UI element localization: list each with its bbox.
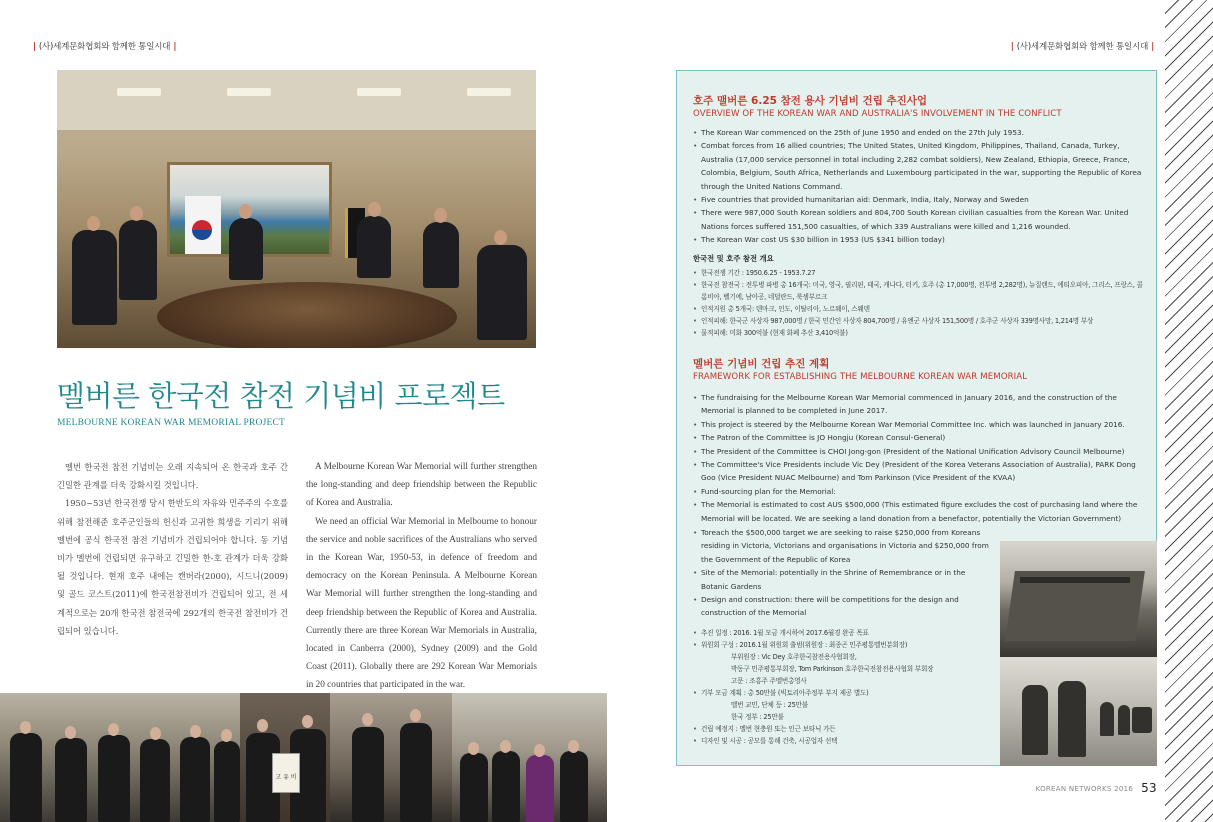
header-left-text: (사)세계문화협회와 함께한 통일시대: [38, 42, 171, 52]
list-item: • 인적피해: 한국군 사상자 987,000명 / 한국 민간인 사상자 804,700명 / 유엔군 사상자 151,500명 / 호주군 사상자 339명사망, 1,214명 부상: [693, 315, 1143, 327]
round-table: [157, 282, 457, 348]
list-item: • Combat forces from 16 allied countries; The United States, United Kingdom, Philippines, Thailand, Canada, Turkey, Australia (17,000 service personnel in total including 2,282 combat soldiers), New Zealand, Ethiopia, Greece, France, Colombia, Belgium, South Africa, Netherlands and Luxembourg participated in the war, supporting the Republic of Korea through the United Nations Command.: [693, 139, 1143, 193]
meeting-photo: [57, 70, 536, 348]
list-item: • There were 987,000 South Korean soldiers and 804,700 South Korean civilian casualties from the Korean War. United Nations forces suffered 151,500 casualties, of which 339 Australians were killed and 1,216 wounded.: [693, 206, 1143, 233]
magazine-name: KOREAN NETWORKS 2016: [1035, 785, 1134, 793]
article-subtitle: MELBOURNE KOREAN WAR MEMORIAL PROJECT: [57, 418, 286, 428]
list-item: • 위원회 구성 : 2016.1월 위원회 출범(위원장 : 최종곤 민주평통멜번분회장): [693, 639, 995, 651]
person-seated: [477, 245, 527, 340]
overview-list: [693, 126, 1143, 247]
person-seated: [357, 216, 391, 278]
handshake-photo: [330, 693, 452, 822]
header-right-text: (사)세계문화협회와 함께한 통일시대: [1016, 42, 1149, 52]
list-item: • 물적피해: 미화 300억불 (현재 화폐 추산 3,410억불): [693, 327, 1143, 339]
section-subheading: OVERVIEW OF THE KOREAN WAR AND AUSTRALIA'S INVOLVEMENT IN THE CONFLICT: [693, 109, 1062, 119]
person-head: [494, 230, 507, 245]
section-subheading: FRAMEWORK FOR ESTABLISHING THE MELBOURNE KOREAN WAR MEMORIAL: [693, 372, 1028, 382]
overview-list-korean: [693, 267, 1143, 339]
framework-list-continued: [693, 526, 995, 620]
list-item: • 디자인 및 시공 : 공모를 통해 건축, 시공업자 선택: [693, 735, 995, 747]
person-seated: [229, 218, 263, 280]
certificate-photo: [240, 693, 330, 822]
list-item: 한국 정부 : 25만불: [731, 713, 784, 721]
list-item: 부위원장 : Vic Dey 호주한국참전용사협회장,: [731, 653, 857, 661]
person-seated: [119, 220, 157, 300]
list-item: • The Committee's Vice Presidents include Vic Dey (President of the Korea Veterans Association of Australia), PARK Dong Goo (Vice President NUAC Melbourne) and Tom Parkinson (Vice President of the KVAA): [693, 458, 1143, 485]
framework-list: [693, 391, 1143, 525]
body-paragraph: A Melbourne Korean War Memorial will further strengthen the long-standing and deep friendship between the Republic of Korea and Australia.: [306, 462, 537, 509]
ceiling-light: [117, 88, 161, 96]
body-paragraph: We need an official War Memorial in Melbourne to honour the service and noble sacrifices of the Australians who served in the Korean War, 1950-53, in defence of freedom and democracy on the Korean Peninsula. A Melbourne Korean War Memorial will further strengthen the long-standing and deep friendship between the Republic of Korea and Australia. Currently there are three Korean War Memorials in Australia, located in Canberra (2000), Sydney (2009) and the Gold Coast (2011). Globally there are 292 Korean War Memorials in 20 countries that participated in the war.: [306, 516, 537, 691]
person-head: [239, 204, 252, 219]
list-item: • The Korean War commenced on the 25th of June 1950 and ended on the 27th July 1953.: [693, 126, 1143, 139]
person-head: [434, 208, 447, 223]
page-number: 53: [1141, 781, 1157, 795]
list-item: 멜번 교민, 단체 등 : 25만불: [731, 701, 808, 709]
list-item: • The Korean War cost US $30 billion in 1953 (US $341 billion today): [693, 233, 1143, 246]
ceiling-light: [227, 88, 271, 96]
list-item: • Toreach the $500,000 target we are seeking to raise $250,000 from Koreans residing in Victoria, Victorians and organisations in Victoria and $250,000 from the Government of the Republic of Korea: [693, 526, 995, 566]
body-paragraph: 멜번 한국전 참전 기념비는 오래 지속되어 온 한국과 호주 간 긴밀한 관계를 더욱 강화시킬 것입니다.: [57, 462, 288, 491]
list-item: • 한국전 참전국 : 전투병 파병 총 16개국: 미국, 영국, 필리핀, 태국, 캐나다, 터키, 호주 (총 17,000명, 전투병 2,282명), 뉴질랜드, 에티오피아, 그리스, 프랑스, 콜롬비아, 벨기에, 남아공, 네덜란드, 룩셈부르크: [693, 279, 1143, 303]
page-footer: [1036, 781, 1157, 795]
list-item: • The Memorial is estimated to cost AUS $500,000 (This estimated figure excludes the cost of purchasing land where the Memorial will be located. We are seeking a land donation from a benefactor, potentially the Victorian Government): [693, 498, 1143, 525]
list-item: • Site of the Memorial: potentially in the Shrine of Remembrance or in the Botanic Gardens: [693, 566, 995, 593]
ceiling: [57, 70, 536, 130]
certificate: 고 유 비: [272, 753, 300, 793]
list-item: • 한국전쟁 기간 : 1950.6.25 - 1953.7.27: [693, 267, 1143, 279]
ship-deck: [1020, 577, 1130, 583]
running-header-right: | (사)세계문화협회와 함께한 통일시대 |: [1010, 42, 1154, 52]
person-head: [368, 202, 381, 217]
person-head: [130, 206, 143, 221]
taegeuk-emblem: [192, 220, 212, 240]
list-item: • This project is steered by the Melbourne Korean War Memorial Committee Inc. which was launched in January 2016.: [693, 418, 1143, 431]
list-item: • 인적지원 총 5개국: 덴마크, 인도, 이탈리아, 노르웨이, 스웨덴: [693, 303, 1143, 315]
ceiling-light: [357, 88, 401, 96]
framework-list-korean: [693, 627, 995, 747]
korean-subheading: 한국전 및 호주 참전 개요: [693, 254, 774, 263]
body-english: [306, 458, 537, 695]
person-seated: [423, 222, 459, 288]
ceiling-light: [467, 88, 511, 96]
list-item: • The President of the Committee is CHOI Jong-gon (President of the National Unification Advisory Council Melbourne): [693, 445, 1143, 458]
list-item: • 기부 모금 계획 : 총 50만불 (빅토리아주정부 부지 제공 별도): [693, 687, 995, 699]
section-heading: 멜버른 기념비 건립 추진 계획: [693, 358, 830, 370]
troopship-photo: [1000, 541, 1157, 657]
list-item: • The fundraising for the Melbourne Korean War Memorial commenced in January 2016, and the construction of the Memorial is planned to be completed in June 2017.: [693, 391, 1143, 418]
article-title: 멜버른 한국전 참전 기념비 프로젝트: [57, 379, 505, 413]
soldiers-photo: [1000, 657, 1157, 766]
person-seated: [72, 230, 117, 325]
body-paragraph: 1950~53년 한국전쟁 당시 한반도의 자유와 민주주의 수호를 위해 참전해준 호주군인들의 헌신과 고귀한 희생을 기리기 위해 멜번에 공식 한국전 참전 기념비가 건립되어야 합니다. 동 기념비가 멜번에 건립되면 유구하고 긴밀한 한-호 관계가 더욱 강화될 것입니다. 현재 호주 내에는 캔버라(2000), 시드니(2009) 및 골드 코스트(2011)에 한국전참전비가 건립되어 있고, 전 세계적으로는 20개 한국전 참전국에 292개의 한국전 참전비가 건립되어 있습니다.: [57, 498, 288, 636]
list-item: • 건립 예정지 : 멜번 현충원 또는 인근 보타닉 가든: [693, 723, 995, 735]
body-korean: [57, 458, 288, 640]
list-item: • Design and construction: there will be competitions for the design and construction of the Memorial: [693, 593, 995, 620]
veterans-photo: [0, 693, 240, 822]
list-item: • Five countries that provided humanitarian aid: Denmark, India, Italy, Norway and Sweden: [693, 193, 1143, 206]
list-item: 박동구 민주평통부회장, Tom Parkinson 호주한국전참전용사협회 부회장: [731, 665, 934, 673]
list-item: • 추진 일정 : 2016. 1월 모금 개시하여 2017.6월경 완공 목표: [693, 627, 995, 639]
person-head: [87, 216, 100, 231]
list-item: • The Patron of the Committee is JO Hongju (Korean Consul-General): [693, 431, 1143, 444]
ceremony-photo: [452, 693, 607, 822]
list-item: • Fund-sourcing plan for the Memorial:: [693, 485, 1143, 498]
running-header-left: | (사)세계문화협회와 함께한 통일시대 |: [33, 42, 177, 52]
list-item: 고문 : 조홍주 주멜번총영사: [731, 677, 807, 685]
decorative-stripes: [1165, 0, 1213, 822]
section-heading: 호주 맬버른 6.25 참전 용사 기념비 건립 추진사업: [693, 95, 928, 107]
